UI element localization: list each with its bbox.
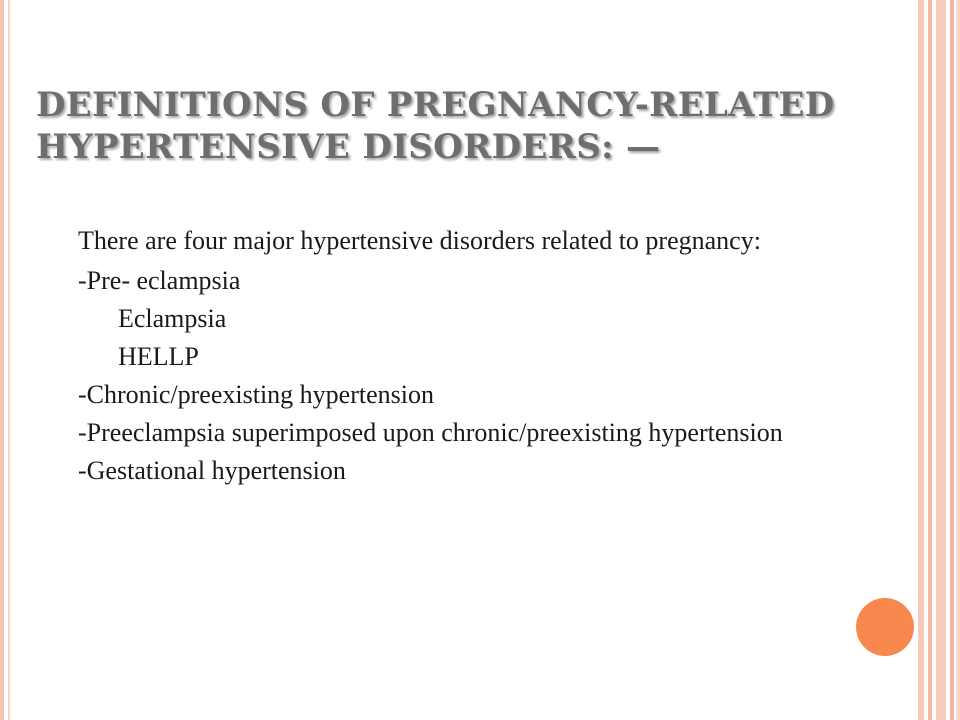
decorative-orange-circle (856, 598, 914, 656)
intro-text: There are four major hypertensive disorders related to pregnancy: (78, 226, 761, 255)
list-item-superimposed-preeclampsia: -Preeclampsia superimposed upon chronic/preexisting hypertension (78, 418, 783, 447)
right-border-strip (918, 0, 924, 720)
list-item-gestational-hypertension: -Gestational hypertension (78, 456, 346, 485)
left-border-strip-inner (8, 0, 10, 720)
title-line-2: HYPERTENSIVE DISORDERS: — (36, 127, 661, 167)
left-border-strip (0, 0, 4, 720)
list-item-eclampsia: Eclampsia (118, 304, 227, 333)
title-line-1: DEFINITIONS OF PREGNANCY-RELATED (36, 85, 835, 125)
list-item-hellp: HELLP (118, 342, 199, 371)
list-item-pre-eclampsia: -Pre- eclampsia (78, 266, 241, 295)
right-border-strip (950, 0, 954, 720)
slide-body (78, 224, 898, 488)
slide-title (36, 84, 896, 168)
right-border-strip (936, 0, 946, 720)
list-item-chronic-hypertension: -Chronic/preexisting hypertension (78, 380, 434, 409)
right-border-strip (928, 0, 932, 720)
right-border-strip (956, 0, 960, 720)
